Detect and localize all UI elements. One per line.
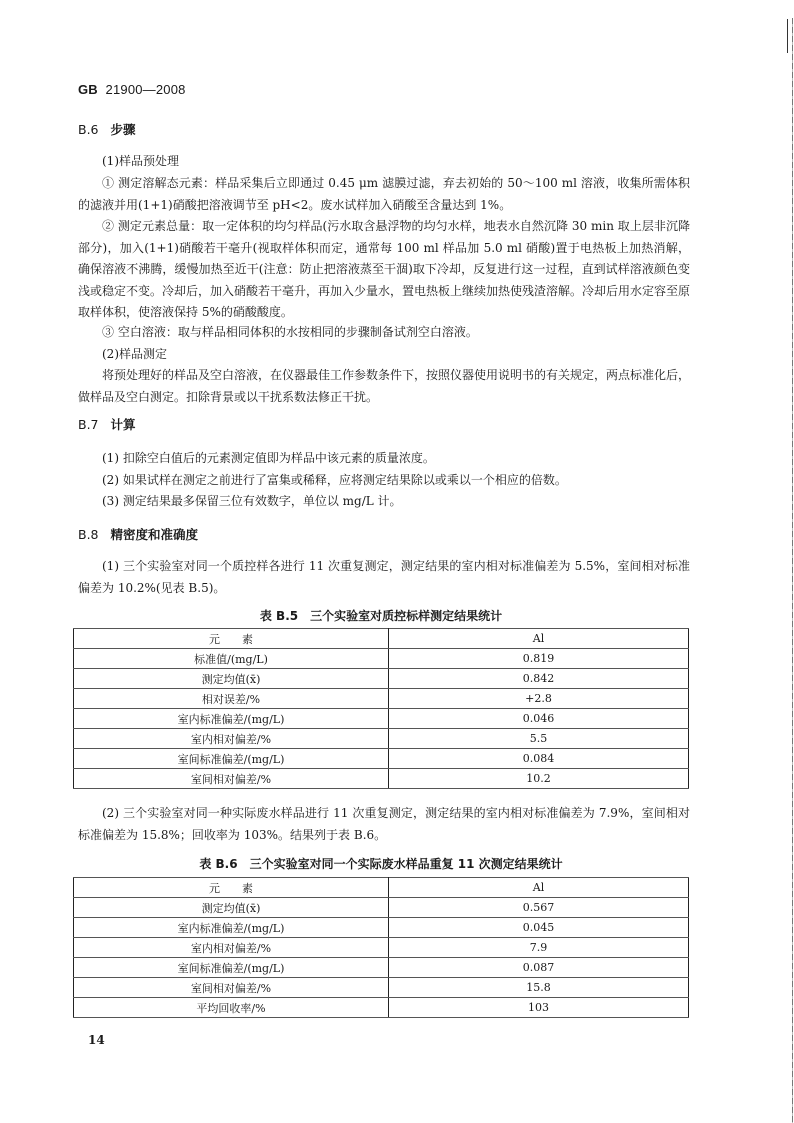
calc-item-1: (1) 扣除空白值后的元素测定值即为样品中该元素的质量浓度。 <box>102 451 435 465</box>
row-value: 0.084 <box>389 749 689 769</box>
table-row <box>74 938 689 958</box>
header-cell-al: Al <box>389 629 689 649</box>
row-value: 15.8 <box>389 978 689 998</box>
table-b6 <box>73 877 689 1018</box>
row-value: 10.2 <box>389 769 689 789</box>
table-b6-caption: 表 B.6 三个实验室对同一个实际废水样品重复 11 次测定结果统计 <box>199 857 563 871</box>
calc-item-3: (3) 测定结果最多保留三位有效数字，单位以 mg/L 计。 <box>102 494 402 508</box>
subheading-sample-pretreatment: (1)样品预处理 <box>102 154 179 168</box>
row-label: 测定均值(x̄) <box>74 669 389 689</box>
table-b5-caption: 表 B.5 三个实验室对质控标样测定结果统计 <box>259 609 503 623</box>
section-title: 步骤 <box>110 122 136 137</box>
section-code: B.6 <box>78 122 99 137</box>
header-cell-al: Al <box>389 878 689 898</box>
header-cell-element: 元 素 <box>74 878 389 898</box>
table-row <box>74 958 689 978</box>
row-value: 7.9 <box>389 938 689 958</box>
row-label: 室内标准偏差/(mg/L) <box>74 918 389 938</box>
scan-edge-mark <box>787 19 788 53</box>
section-title: 计算 <box>110 417 136 432</box>
table-header-row <box>74 878 689 898</box>
row-label: 室间相对偏差/% <box>74 769 389 789</box>
scan-edge-line <box>792 18 793 1123</box>
page-number: 14 <box>88 1033 105 1047</box>
paragraph-measurement: 将预处理好的样品及空白溶液，在仪器最佳工作参数条件下，按照仪器使用说明书的有关规定，两点标准化后，做样品及空白测定。扣除背景或以干扰系数法修正干扰。 <box>78 368 691 404</box>
paragraph-precision-qc: (1) 三个实验室对同一个质控样各进行 11 次重复测定，测定结果的室内相对标准偏差为 5.5%，室间相对标准偏差为 10.2%(见表 B.5)。 <box>78 559 690 595</box>
row-value: 0.819 <box>389 649 689 669</box>
row-value: 0.087 <box>389 958 689 978</box>
header-cell-element: 元 素 <box>74 629 389 649</box>
row-label: 室内相对偏差/% <box>74 938 389 958</box>
row-label: 室内标准偏差/(mg/L) <box>74 709 389 729</box>
row-label: 室间标准偏差/(mg/L) <box>74 958 389 978</box>
row-label: 室内相对偏差/% <box>74 729 389 749</box>
section-code: B.7 <box>78 417 99 432</box>
row-value: 103 <box>389 998 689 1018</box>
paragraph-precision-wastewater: (2) 三个实验室对同一种实际废水样品进行 11 次重复测定，测定结果的室内相对标准偏差为 7.9%，室间相对标准偏差为 15.8%；回收率为 103%。结果列于表 B.6。 <box>78 806 690 842</box>
table-row <box>74 998 689 1018</box>
row-label: 室间标准偏差/(mg/L) <box>74 749 389 769</box>
section-heading-b7 <box>78 415 136 433</box>
row-label: 室间相对偏差/% <box>74 978 389 998</box>
row-label: 标准值/(mg/L) <box>74 649 389 669</box>
row-value: 0.842 <box>389 669 689 689</box>
standard-number-header <box>78 82 186 97</box>
row-value: 5.5 <box>389 729 689 749</box>
row-value: +2.8 <box>389 689 689 709</box>
paragraph-total-elements: ② 测定元素总量：取一定体积的均匀样品(污水取含悬浮物的均匀水样，地表水自然沉降 30 min 取上层非沉降部分)，加入(1+1)硝酸若干毫升(视取样体积而定，通常每 100 ml 样品加 5.0 ml 硝酸)置于电热板上加热消解，确保溶液不沸腾，缓慢加热至近干(注意：防止把溶液蒸至干涸)取下冷却，反复进行这一过程，直到试样溶液颜色变浅或稳定不变。冷却后，加入硝酸若干毫升，再加入少量水，置电热板上继续加热使残渣溶解。冷却后用水定容至原取样体积，使溶液保持 5%的硝酸酸度。 <box>78 219 691 319</box>
paragraph-blank-solution: ③ 空白溶液：取与样品相同体积的水按相同的步骤制备试剂空白溶液。 <box>102 325 478 339</box>
table-row <box>74 749 689 769</box>
table-row <box>74 898 689 918</box>
table-row <box>74 689 689 709</box>
section-title: 精密度和准确度 <box>110 527 199 542</box>
section-heading-b6 <box>78 120 136 138</box>
row-label: 平均回收率/% <box>74 998 389 1018</box>
section-heading-b8 <box>78 525 198 543</box>
table-b5 <box>73 628 689 789</box>
row-value: 0.045 <box>389 918 689 938</box>
table-row <box>74 669 689 689</box>
row-value: 0.046 <box>389 709 689 729</box>
table-row <box>74 709 689 729</box>
table-header-row <box>74 629 689 649</box>
row-label: 测定均值(x̄) <box>74 898 389 918</box>
subheading-sample-measurement: (2)样品测定 <box>102 347 167 361</box>
table-row <box>74 978 689 998</box>
table-row <box>74 729 689 749</box>
table-row <box>74 769 689 789</box>
standard-number: 21900—2008 <box>105 82 186 97</box>
table-row <box>74 649 689 669</box>
paragraph-dissolved-elements: ① 测定溶解态元素：样品采集后立即通过 0.45 μm 滤膜过滤，弃去初始的 50～100 ml 溶液，收集所需体积的滤液并用(1+1)硝酸把溶液调节至 pH<2。废水试样加入硝酸至含量达到 1%。 <box>78 176 690 212</box>
section-code: B.8 <box>78 527 99 542</box>
row-label: 相对误差/% <box>74 689 389 709</box>
row-value: 0.567 <box>389 898 689 918</box>
table-row <box>74 918 689 938</box>
standard-prefix: GB <box>78 82 98 97</box>
calc-item-2: (2) 如果试样在测定之前进行了富集或稀释，应将测定结果除以或乘以一个相应的倍数。 <box>102 473 567 487</box>
